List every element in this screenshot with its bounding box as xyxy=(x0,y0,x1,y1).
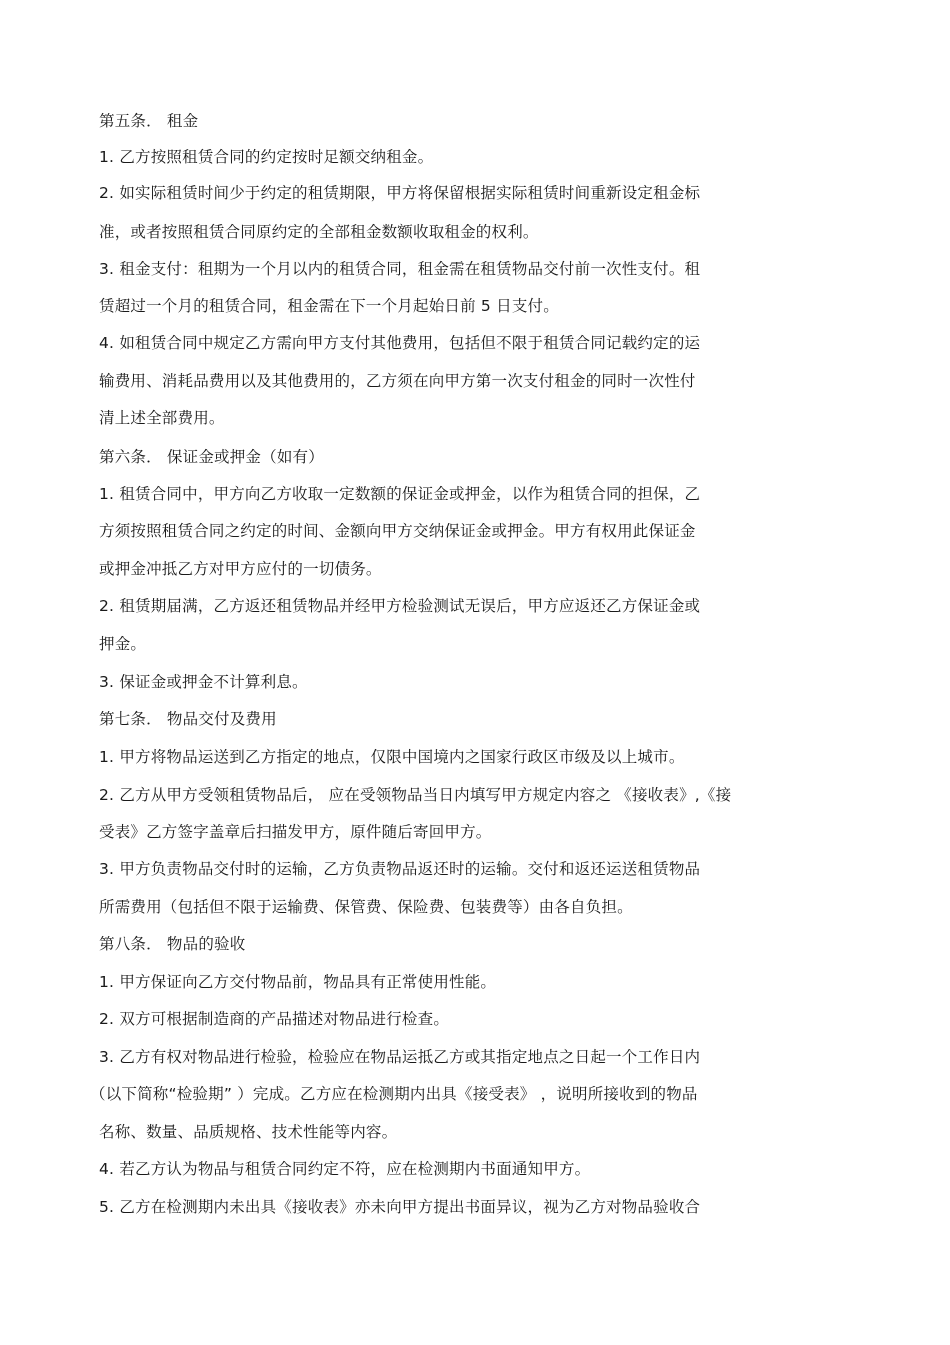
paragraph-line: 输费用、消耗品费用以及其他费用的，乙方须在向甲方第一次支付租金的同时一次性付 xyxy=(99,372,696,390)
paragraph-line: 4. 若乙方认为物品与租赁合同约定不符，应在检测期内书面通知甲方。 xyxy=(99,1160,591,1178)
paragraph-line: 2. 租赁期届满，乙方返还租赁物品并经甲方检验测试无误后，甲方应返还乙方保证金或 xyxy=(99,597,701,615)
paragraph-line: 5. 乙方在检测期内未出具《接收表》亦未向甲方提出书面异议，视为乙方对物品验收合 xyxy=(99,1198,701,1216)
paragraph-line: 2. 乙方从甲方受领租赁物品后， 应在受领物品当日内填写甲方规定内容之 《接收表》,《接 xyxy=(99,786,732,804)
paragraph-line: 名称、数量、品质规格、技术性能等内容。 xyxy=(99,1123,398,1141)
paragraph-line: 1. 租赁合同中，甲方向乙方收取一定数额的保证金或押金，以作为租赁合同的担保，乙 xyxy=(99,485,701,503)
article-7-heading: 第七条． 物品交付及费用 xyxy=(99,710,277,728)
paragraph-line: 所需费用（包括但不限于运输费、保管费、保险费、包装费等）由各自负担。 xyxy=(99,898,633,916)
paragraph-line: 方须按照租赁合同之约定的时间、金额向甲方交纳保证金或押金。甲方有权用此保证金 xyxy=(99,522,696,540)
article-8-heading: 第八条． 物品的验收 xyxy=(99,935,246,953)
paragraph-line: 3. 保证金或押金不计算利息。 xyxy=(99,673,308,691)
paragraph-line: 1. 乙方按照租赁合同的约定按时足额交纳租金。 xyxy=(99,148,434,166)
paragraph-line: 准，或者按照租赁合同原约定的全部租金数额收取租金的权利。 xyxy=(99,223,539,241)
article-5-heading: 第五条． 租金 xyxy=(99,112,199,130)
paragraph-line: 3. 甲方负责物品交付时的运输，乙方负责物品返还时的运输。交付和返还运送租赁物品 xyxy=(99,860,701,878)
paragraph-line: 或押金冲抵乙方对甲方应付的一切债务。 xyxy=(99,560,382,578)
paragraph-line: 清上述全部费用。 xyxy=(99,409,225,427)
paragraph-line: 1. 甲方保证向乙方交付物品前，物品具有正常使用性能。 xyxy=(99,973,497,991)
paragraph-line: 2. 双方可根据制造商的产品描述对物品进行检查。 xyxy=(99,1010,450,1028)
paragraph-line: （以下简称“检验期” ）完成。乙方应在检测期内出具《接受表》 ，说明所接收到的物品 xyxy=(90,1085,698,1103)
paragraph-line: 赁超过一个月的租赁合同，租金需在下一个月起始日前 5 日支付。 xyxy=(99,297,559,315)
paragraph-line: 2. 如实际租赁时间少于约定的租赁期限，甲方将保留根据实际租赁时间重新设定租金标 xyxy=(99,184,701,202)
paragraph-line: 3. 乙方有权对物品进行检验，检验应在物品运抵乙方或其指定地点之日起一个工作日内 xyxy=(99,1048,701,1066)
paragraph-line: 押金。 xyxy=(99,635,147,653)
paragraph-line: 4. 如租赁合同中规定乙方需向甲方支付其他费用，包括但不限于租赁合同记载约定的运 xyxy=(99,334,701,352)
article-6-heading: 第六条． 保证金或押金（如有） xyxy=(99,448,324,466)
paragraph-line: 受表》乙方签字盖章后扫描发甲方，原件随后寄回甲方。 xyxy=(99,823,492,841)
paragraph-line: 3. 租金支付：租期为一个月以内的租赁合同，租金需在租赁物品交付前一次性支付。租 xyxy=(99,260,701,278)
paragraph-line: 1. 甲方将物品运送到乙方指定的地点，仅限中国境内之国家行政区市级及以上城市。 xyxy=(99,748,685,766)
